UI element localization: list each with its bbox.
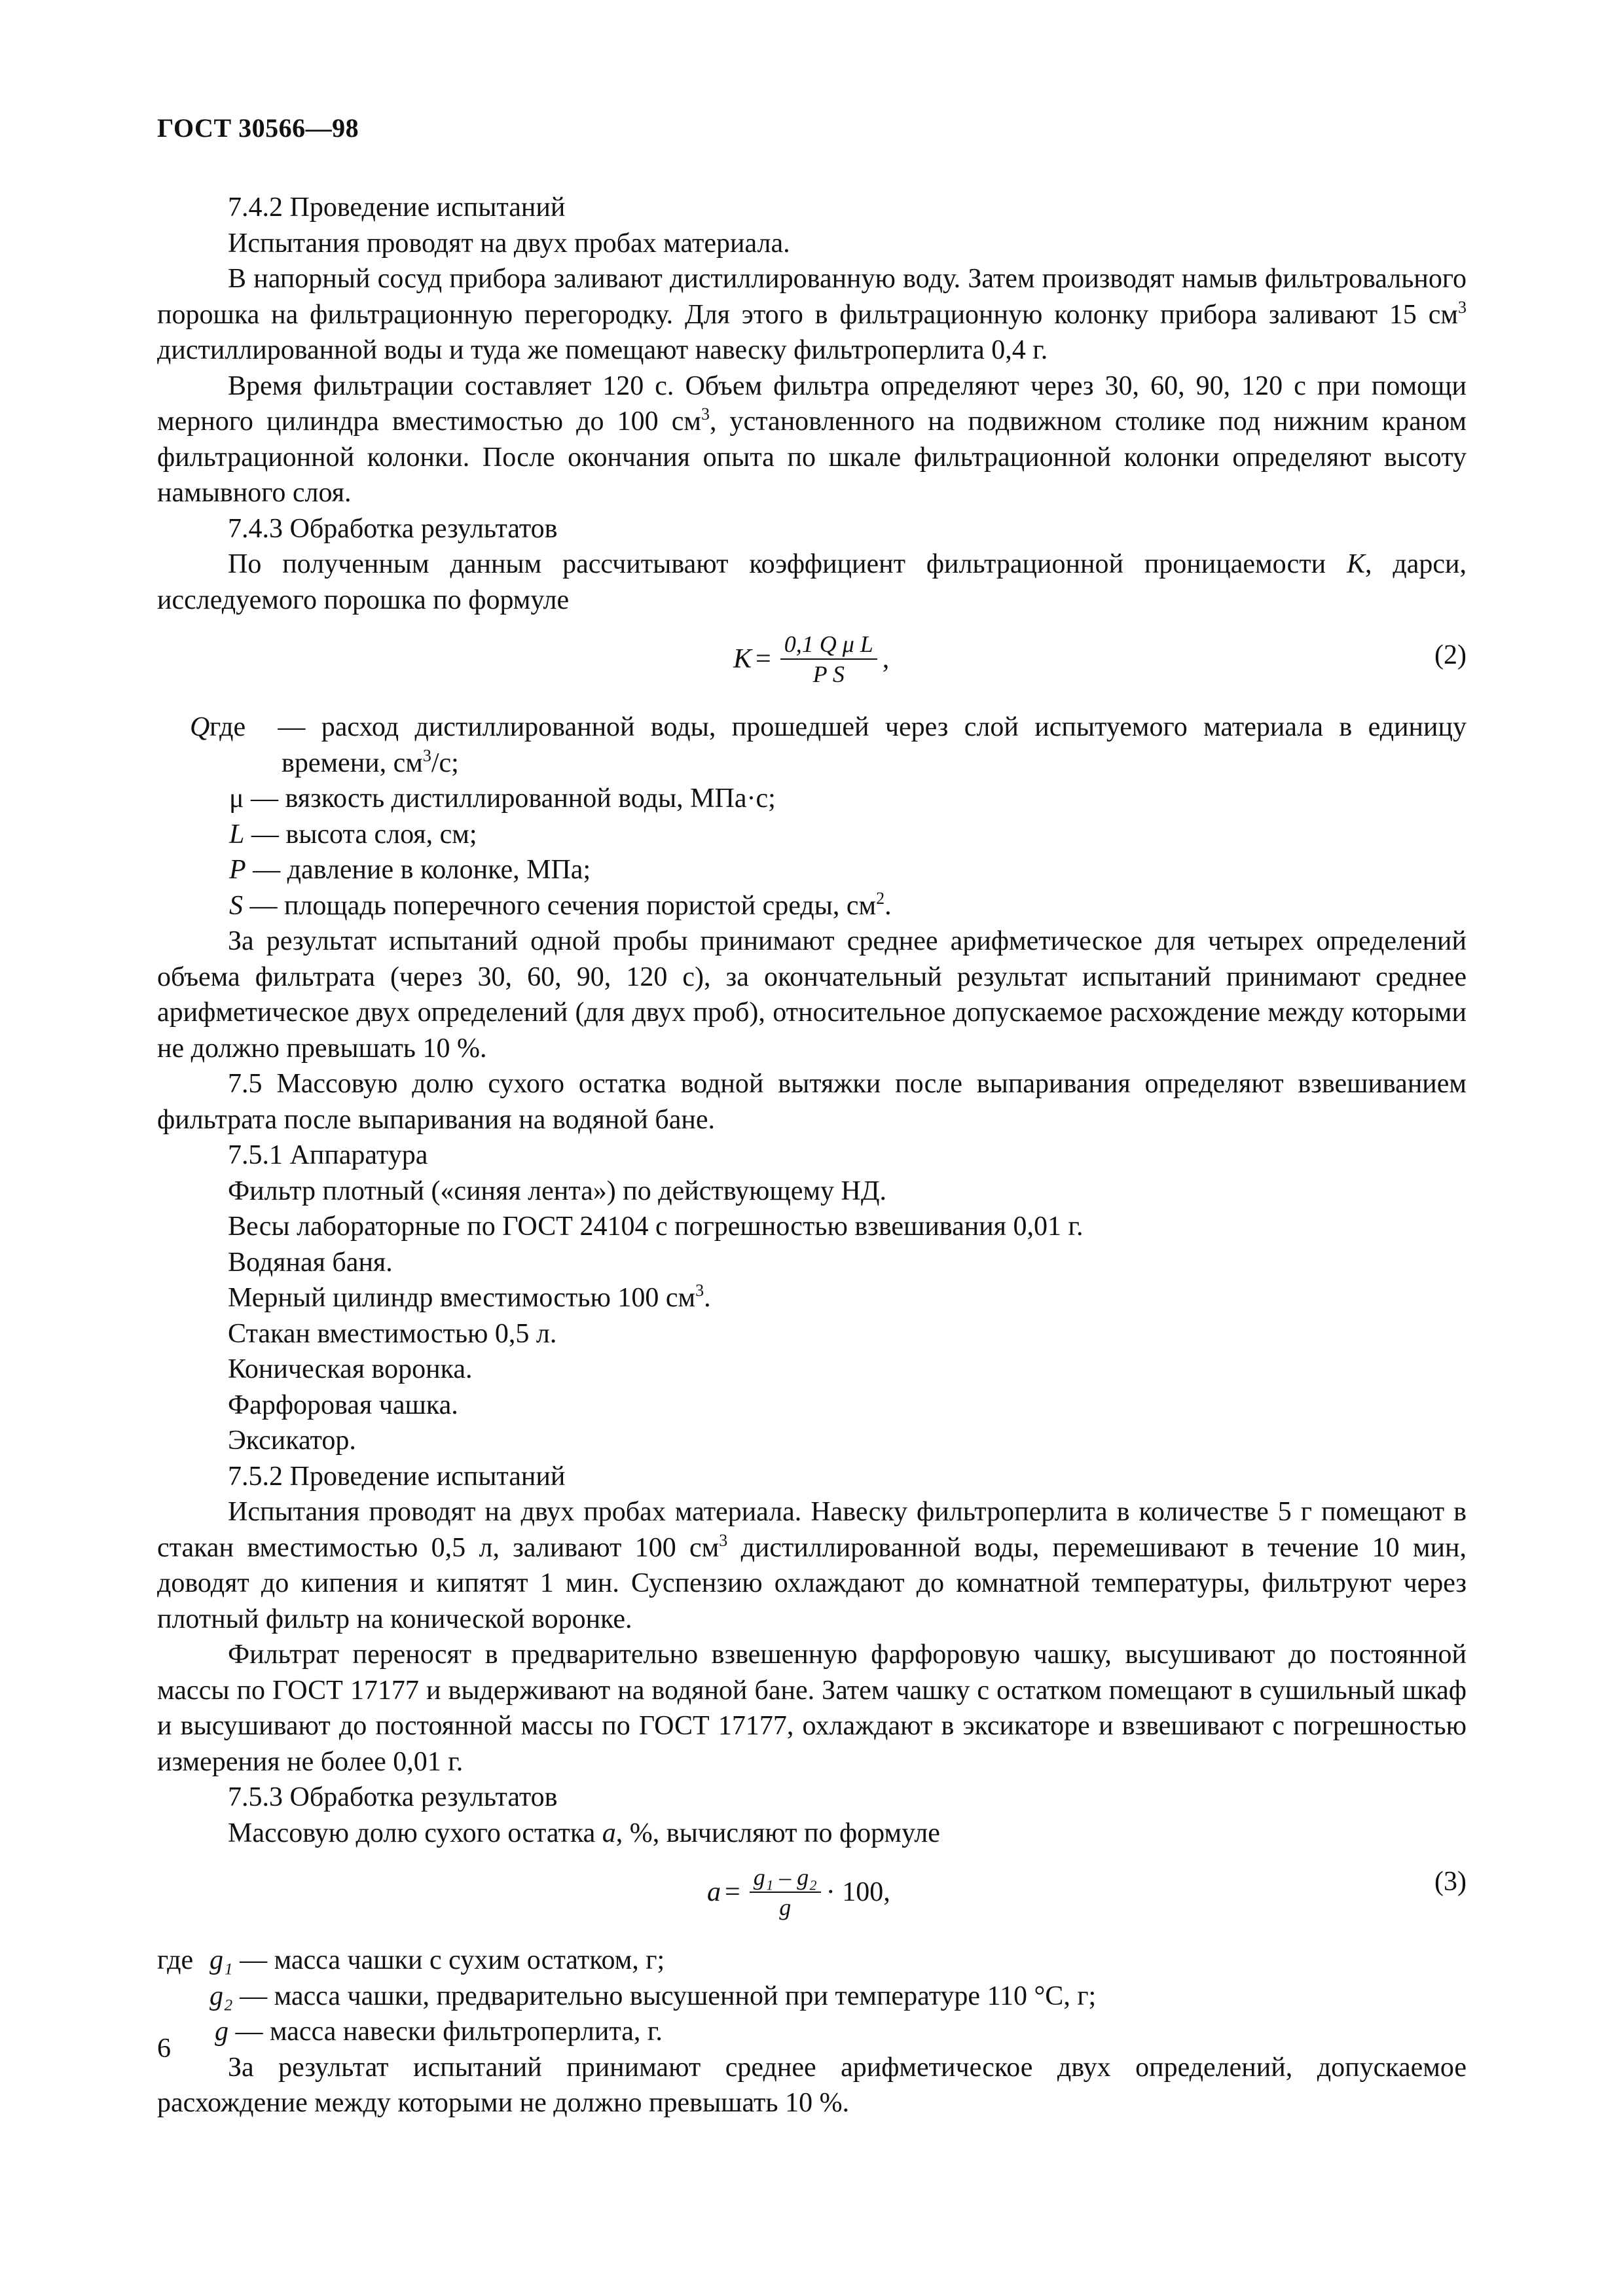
list-item: Водяная баня. [228,1247,393,1278]
section-heading-7-5-1: 7.5.1 Аппаратура [228,1140,428,1170]
formula-fraction: $\frac{\text{0,1 Q μ L}}{\text{P S}}$ [780,631,877,687]
paragraph: В напорный сосуд прибора заливают дистиллированную воду. Затем производят намыв фильтровального порошка на фильтрационную перегородку. Для этого в фильтрационную колонку прибора заливают 15 $см^3$ дистиллированной воды и туда же помещают навеску фильтроперлита 0,4 г. [157,264,1467,365]
page-body [157,190,1467,2121]
definition-row: S — площадь поперечного сечения пористой среды, $см^2$. [229,888,892,921]
list-item: Фарфоровая чашка. [228,1390,458,1420]
definition-row: P — давление в колонке, МПа; [229,855,591,885]
definition-row: где g₁ — масса чашки с сухим остатком, г; [157,1945,665,1975]
variable-definitions [157,1943,1467,2050]
document-code-header: ГОСТ 30566—98 [157,113,359,143]
list-item: Коническая воронка. [228,1354,473,1384]
section-heading-7-4-3: 7.4.3 Обработка результатов [228,513,558,544]
definition-row: g₂ — масса чашки, предварительно высушенной при температуре 110 °С, г; [210,1981,1097,2011]
list-item: Весы лабораторные по ГОСТ 24104 с погрешностью взвешивания 0,01 г. [228,1211,1084,1242]
formula-lhs: K [733,643,752,674]
list-item: Эксикатор. [228,1426,356,1456]
definition-row: g — масса навески фильтроперлита, г. [215,2017,663,2047]
equation-number: (3) [1434,1867,1467,1897]
paragraph: Испытания проводят на двух пробах материала. [228,228,790,259]
page-number: 6 [157,2034,171,2064]
section-heading-7-5-2: 7.5.2 Проведение испытаний [228,1461,566,1492]
definition-row: L — высота слоя, см; [229,819,477,850]
paragraph: Время фильтрации составляет 120 с. Объем фильтра определяют через 30, 60, 90, 120 с при помощи мерного цилиндра вместимостью до 100 $см^3$, установленного на подвижном столике под нижним краном фильтрационной колонки. После окончания опыта по шкале фильтрационной колонки определяют высоту намывного слоя. [157,370,1467,508]
section-heading-7-5-3: 7.5.3 Обработка результатов [228,1782,558,1812]
formula-fraction: $\frac{\text{g₁ – g₂}}{g}$ [750,1864,821,1920]
formula-lhs: a [707,1876,721,1907]
section-heading-7-4-2: 7.4.2 Проведение испытаний [228,192,566,223]
list-item: Стакан вместимостью 0,5 л. [228,1318,557,1349]
paragraph: Испытания проводят на двух пробах материала. Навеску фильтроперлита в количестве 5 г помещают в стакан вместимостью 0,5 л, заливают 100 $см^3$ дистиллированной воды, перемешивают в течение 10 мин, доводят до кипения и кипятят 1 мин. Суспензию охлаждают до комнатной температуры, фильтруют через плотный фильтр на конической воронке. [157,1497,1467,1634]
definition-row: μ — вязкость дистиллированной воды, МПа·с; [229,783,776,814]
list-item: Мерный цилиндр вместимостью 100 $см^3$. [228,1281,711,1313]
paragraph: За результат испытаний принимают среднее арифметическое двух определений, допускаемое расхождение между которыми не должно превышать 10 %. [157,2052,1467,2118]
paragraph: За результат испытаний одной пробы принимают среднее арифметическое для четырех определений объема фильтрата (через 30, 60, 90, 120 с), за окончательный результат испытаний принимают среднее арифметическое двух определений (для двух проб), относительное допускаемое расхождение между которыми не должно превышать 10 %. [157,926,1467,1064]
formula-2: K = $\frac{\text{0,1 Q μ L}}{\text{P S}}$ , (2) [733,631,1467,687]
formula-3: a = $\frac{\text{g₁ – g₂}}{g}$ · 100, (3) [707,1864,1467,1920]
definition-row: гдеQ — расход дистиллированной воды, прошедшей через слой испытуемого материала в единицу времени, $см^3/с$; [190,712,1467,778]
paragraph: Фильтрат переносят в предварительно взвешенную фарфоровую чашку, высушивают до постоянной массы по ГОСТ 17177 и выдерживают на водяной бане. Затем чашку с остатком помещают в сушильный шкаф и высушивают до постоянной массы по ГОСТ 17177, охлаждают в эксикаторе и взвешивают с погрешностью измерения не более 0,01 г. [157,1640,1467,1777]
list-item: Фильтр плотный («синяя лента») по действующему НД. [228,1175,887,1206]
paragraph: 7.5 Массовую долю сухого остатка водной вытяжки после выпаривания определяют взвешиванием фильтрата после выпаривания на водяной бане. [157,1069,1467,1135]
equation-number: (2) [1434,640,1467,670]
variable-definitions [157,709,1467,924]
paragraph: Массовую долю сухого остатка a, %, вычисляют по формуле [228,1818,940,1848]
paragraph: По полученным данным рассчитывают коэффициент фильтрационной проницаемости K, дарси, исследуемого порошка по формуле [157,549,1467,615]
